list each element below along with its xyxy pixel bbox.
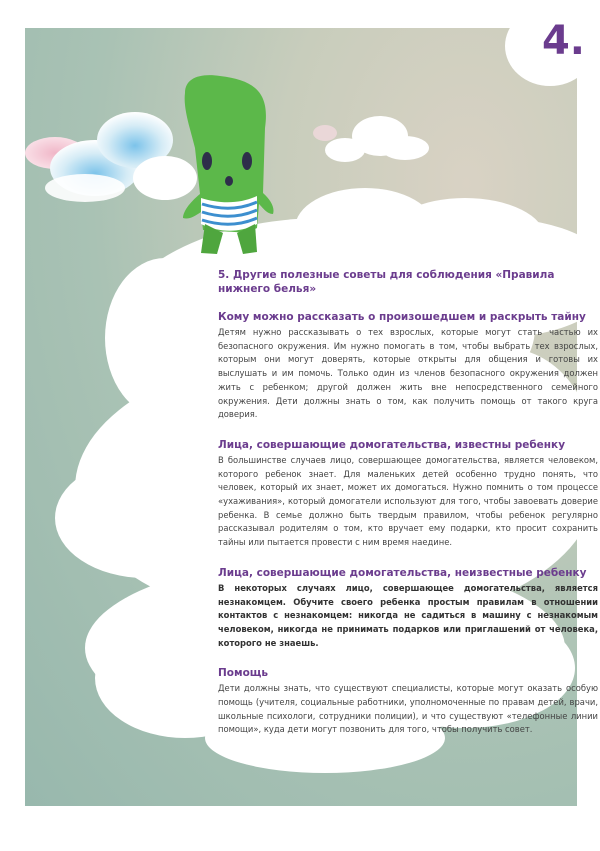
section-body: Детям нужно рассказывать о тех взрослых, которые могут стать частью их безопасного окружения. Им нужно помогать в том, чтобы выбрать тех взрослых, которым они могут доверять, которые открыты для общения и готовы их выслушать и им помочь. Только один из членов безопасного окружения должен жить с ребенком; другой должен жить вне непосредственного семейного окружения. Дети должны знать о том, как получить помощь от такого круга доверия.: [218, 327, 598, 420]
section-help: [218, 666, 598, 737]
section-unknown-abuser: [218, 566, 598, 651]
section-body: В некоторых случаях лицо, совершающее домогательства, является незнакомцем. Обучите своего ребенка простым правилам в отношении контактов с незнакомцем: никогда не садиться в машину с незнакомым человеком, никогда не принимать подарков или приглашений от человека, которого не знаешь.: [218, 582, 598, 648]
section-heading: Лица, совершающие домогательства, известны ребенку: [218, 438, 566, 451]
section-heading: Помощь: [218, 667, 269, 680]
cloud-right-icon: [313, 116, 429, 162]
page-number: 4.: [541, 18, 585, 64]
cloud-left-icon: [25, 112, 197, 202]
content: [218, 268, 598, 753]
section-body: В большинстве случаев лицо, совершающее домогательства, является человеком, которого ребенок знает. Для маленьких детей особенно трудно понять, что человек, который их знает, может их домогаться. Нужно помнить о том процессе «ухаживания», который домогатели используют для того, чтобы завоевать доверие ребенка. В семье должно быть твердым правилом, чтобы ребенок регулярно рассказывал родителям о том, кто вручает ему подарки, кто просит сохранить тайны или пытается провести с ним время наедине.: [218, 454, 598, 548]
page: [25, 18, 598, 806]
intro-title: 5. Другие полезные советы для соблюдения «Правила нижнего белья»: [218, 269, 555, 295]
section-trust: [218, 310, 598, 422]
section-heading: Кому можно рассказать о произошедшем и раскрыть тайну: [218, 311, 586, 323]
section-known-abuser: [218, 438, 598, 550]
section-heading: Лица, совершающие домогательства, неизвестные ребенку: [218, 566, 587, 579]
page-number-bubble: [505, 6, 595, 86]
section-body: Дети должны знать, что существуют специалисты, которые могут оказать особую помощь (учителя, социальные работники, уполномоченные по правам детей, врачи, школьные психологи, сотрудники полиции), и что существуют «телефонные линии помощи», куда дети могут позвонить для того, чтобы получить совет.: [218, 683, 598, 735]
